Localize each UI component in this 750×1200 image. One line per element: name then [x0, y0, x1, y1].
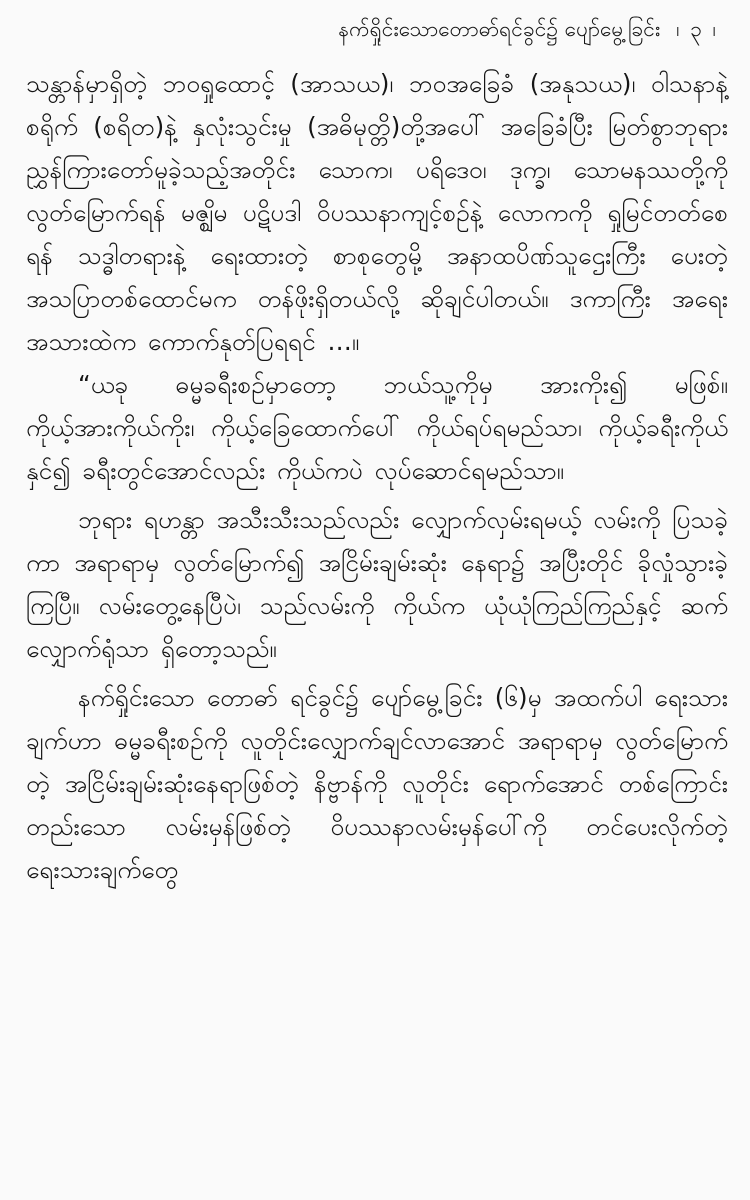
- body-text: [26, 62, 728, 891]
- running-header: [26, 0, 728, 62]
- paragraph-2-quote: “ယခု ဓမ္မခရီးစဉ်မှာတော့ ဘယ်သူ့ကိုမှ အားကိုး၍ မဖြစ်။ ကိုယ့်အားကိုယ်ကိုး၊ ကိုယ့်ခြေထောက်ပေါ် ကိုယ်ရပ်ရမည်သာ၊ ကိုယ့်ခရီးကိုယ်နှင်၍ ခရီးတွင်အောင်လည်း ကိုယ်ကပဲ လုပ်ဆောင်ရမည်သာ။: [26, 370, 728, 485]
- paragraph-4: နက်ရှိုင်းသော တောဓာ် ရင်ခွင်၌ ပျော်မွေ့ခြင်း (၆)မှ အထက်ပါ ရေးသားချက်ဟာ ဓမ္မခရီးစဉ်ကို လူတိုင်းလျှောက်ချင်လာအောင် အရာရာမှ လွတ်မြောက်တဲ့ အငြိမ်းချမ်းဆုံးနေရာဖြစ်တဲ့ နိဗ္ဗာန်ကို လူတိုင်း ရောက်အောင် တစ်ကြောင်းတည်းသော လမ်းမှန်ဖြစ်တဲ့ ဝိပဿနာလမ်းမှန်ပေါ်ကို တင်ပေးလိုက်တဲ့ ရေးသားချက်တွေ: [26, 683, 728, 884]
- page-number: ၊ ၃ ၊: [676, 16, 718, 41]
- paragraph-1: သန္တာန်မှာရှိတဲ့ ဘဝရှုထောင့် (အာသယ)၊ ဘဝအခြေခံ (အနုသယ)၊ ဝါသနာနဲ့စရိုက် (စရိတ)နဲ့ နှလုံးသွင်းမှု (အဓိမုတ္တိ)တို့အပေါ် အခြေခံပြီး မြတ်စွာဘုရား ညွှန်ကြားတော်မူခဲ့သည့်အတိုင်း သောက၊ ပရိဒေဝ၊ ဒုက္ခ၊ သောမနဿတို့ကို လွတ်မြောက်ရန် မဇ္ဈိမ ပဋိပဒါ ဝိပဿနာကျင့်စဉ်နဲ့ လောကကို ရှုမြင်တတ်စေရန် သဒ္ဓါတရားနဲ့ ရေးထားတဲ့ စာစုတွေမို့ အနာထပိဏ်သူဌေးကြီး ပေးတဲ့ အသပြာတစ်ထောင်မက တန်ဖိုးရှိတယ်လို့ ဆိုချင်ပါတယ်။ ဒကာကြီး အရေးအသားထဲက ကောက်နုတ်ပြရရင် …။: [26, 69, 728, 356]
- running-header-title: နက်ရှိုင်းသောတောဓာ်ရင်ခွင်၌ ပျော်မွေ့ခြင်း: [338, 16, 661, 41]
- paragraph-3: ဘုရား ရဟန္တာ အသီးသီးသည်လည်း လျှောက်လှမ်းရမယ့် လမ်းကို ပြသခဲ့ကာ အရာရာမှ လွတ်မြောက်၍ အငြိမ်းချမ်းဆုံး နေရာ၌ အပြီးတိုင် ခိုလှုံသွားခဲ့ကြပြီ။ လမ်းတွေ့နေပြီပဲ၊ သည်လမ်းကို ကိုယ်က ယုံယုံကြည်ကြည်နှင့် ဆက်လျှောက်ရုံသာ ရှိတော့သည်။: [26, 505, 728, 663]
